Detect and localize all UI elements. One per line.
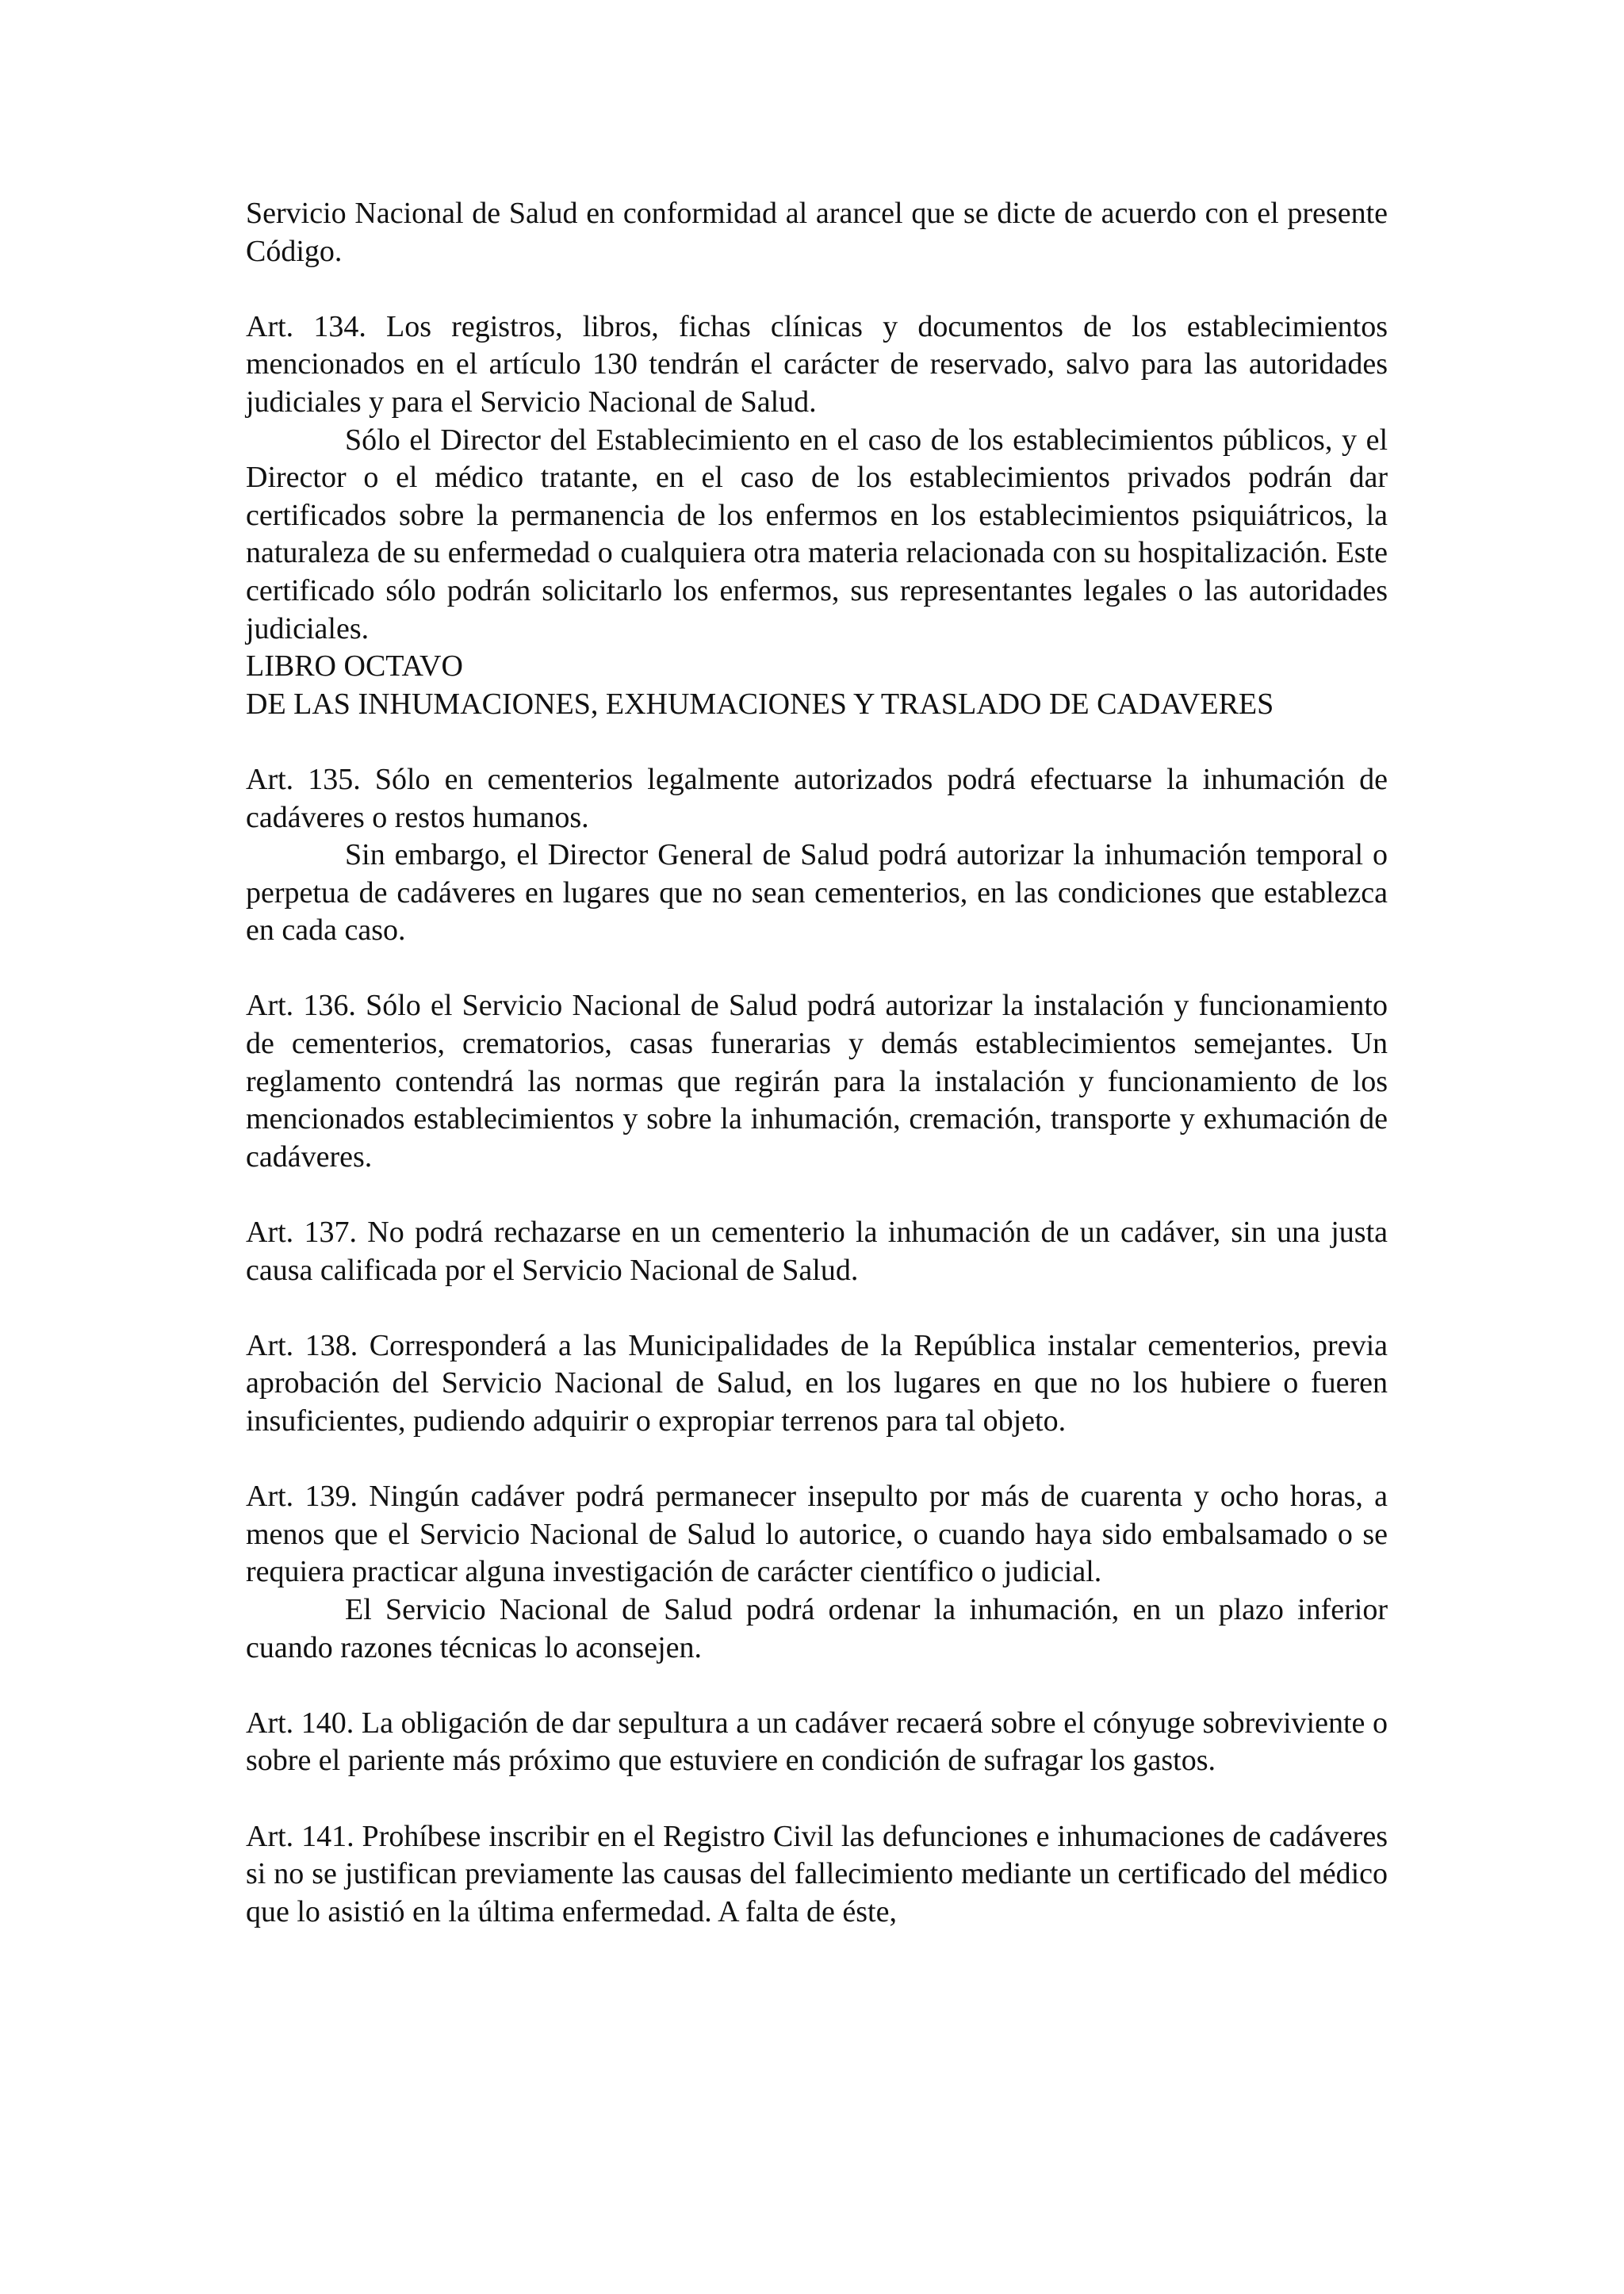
article-141: Art. 141. Prohíbese inscribir en el Registro Civil las defunciones e inhumaciones de cadáveres si no se justifican previamente las causas del fallecimiento mediante un certificado del médico que lo asistió en la última enfermedad. A falta de éste,	[246, 1819, 1388, 1928]
article-140: Art. 140. La obligación de dar sepultura a un cadáver recaerá sobre el cónyuge sobreviviente o sobre el pariente más próximo que estuviere en condición de sufragar los gastos.	[246, 1706, 1388, 1778]
article-134-paragraph-2: Sólo el Director del Establecimiento en el caso de los establecimientos públicos, y el Director o el médico tratante, en el caso de los establecimientos privados podrán dar certificados sobre la permanencia de los enfermos en los establecimientos psiquiátricos, la naturaleza de su enfermedad o cualquiera otra materia relacionada con su hospitalización. Este certificado sólo podrán solicitarlo los enfermos, sus representantes legales o las autoridades judiciales.	[246, 423, 1388, 645]
article-138: Art. 138. Corresponderá a las Municipalidades de la República instalar cementerios, previa aprobación del Servicio Nacional de Salud, en los lugares en que no los hubiere o fueren insuficientes, pudiendo adquirir o expropiar terrenos para tal objeto.	[246, 1328, 1388, 1438]
section-heading: DE LAS INHUMACIONES, EXHUMACIONES Y TRASLADO DE CADAVERES	[246, 687, 1274, 721]
book-heading: LIBRO OCTAVO	[246, 649, 463, 684]
article-136: Art. 136. Sólo el Servicio Nacional de Salud podrá autorizar la instalación y funcionamiento de cementerios, crematorios, casas funerarias y demás establecimientos semejantes. Un reglamento contendrá las normas que regirán para la instalación y funcionamiento de los mencionados establecimientos y sobre la inhumación, cremación, transporte y exhumación de cadáveres.	[246, 989, 1388, 1174]
article-135: Art. 135. Sólo en cementerios legalmente autorizados podrá efectuarse la inhumación de cadáveres o restos humanos.	[246, 762, 1388, 834]
article-134: Art. 134. Los registros, libros, fichas clínicas y documentos de los establecimientos mencionados en el artículo 130 tendrán el carácter de reservado, salvo para las autoridades judiciales y para el Servicio Nacional de Salud.	[246, 309, 1388, 419]
article-135-paragraph-2: Sin embargo, el Director General de Salud podrá autorizar la inhumación temporal o perpetua de cadáveres en lugares que no sean cementerios, en las condiciones que establezca en cada caso.	[246, 838, 1388, 948]
article-139: Art. 139. Ningún cadáver podrá permanecer insepulto por más de cuarenta y ocho horas, a menos que el Servicio Nacional de Salud lo autorice, o cuando haya sido embalsamado o se requiera practicar alguna investigación de carácter científico o judicial.	[246, 1480, 1388, 1589]
paragraph-continuation: Servicio Nacional de Salud en conformidad al arancel que se dicte de acuerdo con el presente Código.	[246, 197, 1388, 268]
article-137: Art. 137. No podrá rechazarse en un cementerio la inhumación de un cadáver, sin una justa causa calificada por el Servicio Nacional de Salud.	[246, 1216, 1388, 1287]
document-page	[246, 195, 1388, 1931]
article-139-paragraph-2: El Servicio Nacional de Salud podrá ordenar la inhumación, en un plazo inferior cuando razones técnicas lo aconsejen.	[246, 1592, 1388, 1664]
